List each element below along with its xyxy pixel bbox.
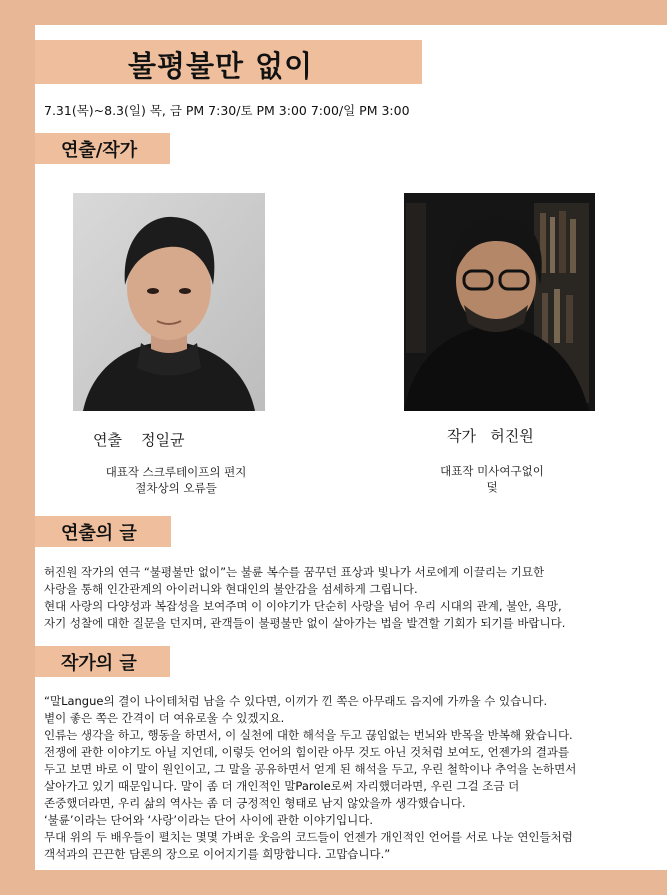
- writer-note-line: 살아가고 있기 때문입니다. 말이 좀 더 개인적인 말Parole로써 자리했더라면, 우린 그걸 조금 더: [44, 779, 520, 793]
- writer-work-1: 대표작 미사여구없이: [440, 464, 544, 478]
- writer-photo: [404, 193, 595, 411]
- director-note-text: [44, 564, 644, 632]
- writer-note-line: 무대 위의 두 배우들이 펼치는 몇몇 가벼운 웃음의 코드들이 언젠가 개인적인 언어를 서로 나눈 연인들처럼: [44, 830, 573, 844]
- writer-caption: 작가 허진원: [447, 427, 534, 445]
- writer-note-line: 볕이 좋은 쪽은 간격이 더 여유로울 수 있겠지요.: [44, 711, 285, 725]
- section-title-writer-note: 작가의 글: [61, 653, 137, 674]
- director-note-line: 허진원 작가의 연극 “불평불만 없이”는 불륜 복수를 꿈꾸던 표상과 빛나가 서로에게 이끌리는 기묘한: [44, 565, 545, 579]
- writer-note-line: ‘불륜’이라는 단어와 ‘사랑’이라는 단어 사이에 관한 이야기입니다.: [44, 813, 374, 827]
- director-note-line: 현대 사랑의 다양성과 복잡성을 보여주며 이 이야기가 단순히 사랑을 넘어 우리 시대의 관계, 불안, 욕망,: [44, 599, 562, 613]
- writer-work-2: 덫: [486, 480, 498, 494]
- director-caption: 연출 정일균: [93, 431, 185, 449]
- director-photo: [73, 193, 265, 411]
- writer-note-text: [44, 693, 644, 863]
- writer-note-line: 전쟁에 관한 이야기도 아닐 지언데, 이렇듯 언어의 힘이란 아무 것도 아닌 것처럼 보여도, 언젠가의 결과를: [44, 745, 570, 759]
- director-work-1: 대표작 스크루테이프의 편지: [105, 465, 247, 479]
- director-work-2: 절차상의 오류들: [135, 481, 217, 495]
- director-note-line: 사랑을 통해 인간관계의 아이러니와 현대인의 불안감을 섬세하게 그립니다.: [44, 582, 418, 596]
- writer-note-line: 인류는 생각을 하고, 행동을 하면서, 이 실천에 대한 해석을 두고 끊임없는 번뇌와 반목을 반복해 왔습니다.: [44, 728, 573, 742]
- writer-note-line: “말Langue의 결이 나이테처럼 남을 수 있다면, 이끼가 낀 쪽은 아무래도 음지에 가까울 수 있습니다.: [44, 694, 548, 708]
- writer-note-line: 존중했더라면, 우리 삶의 역사는 좀 더 긍정적인 형태로 남지 않았을까 생각했습니다.: [44, 796, 466, 810]
- schedule-text: 7.31(목)~8.3(일) 목, 금 PM 7:30/토 PM 3:00 7:00/일 PM 3:00: [44, 103, 410, 118]
- writer-note-line: 객석과의 끈끈한 담론의 장으로 이어지기를 희망합니다. 고맙습니다.”: [44, 847, 391, 861]
- writer-note-line: 두고 보면 바로 이 말이 원인이고, 그 말을 공유하면서 얻게 된 해석을 두고, 우린 철학이나 추억을 논하면서: [44, 762, 577, 776]
- writer-works: [432, 463, 552, 495]
- director-note-line: 자기 성찰에 대한 질문을 던지며, 관객들이 불평불만 없이 살아가는 법을 발견할 기회가 되기를 바랍니다.: [44, 616, 566, 630]
- director-works: [90, 464, 262, 496]
- section-title-director-note: 연출의 글: [61, 523, 137, 544]
- section-title-director-writer: 연출/작가: [61, 140, 138, 161]
- page-title: 불평불만 없이: [128, 49, 314, 83]
